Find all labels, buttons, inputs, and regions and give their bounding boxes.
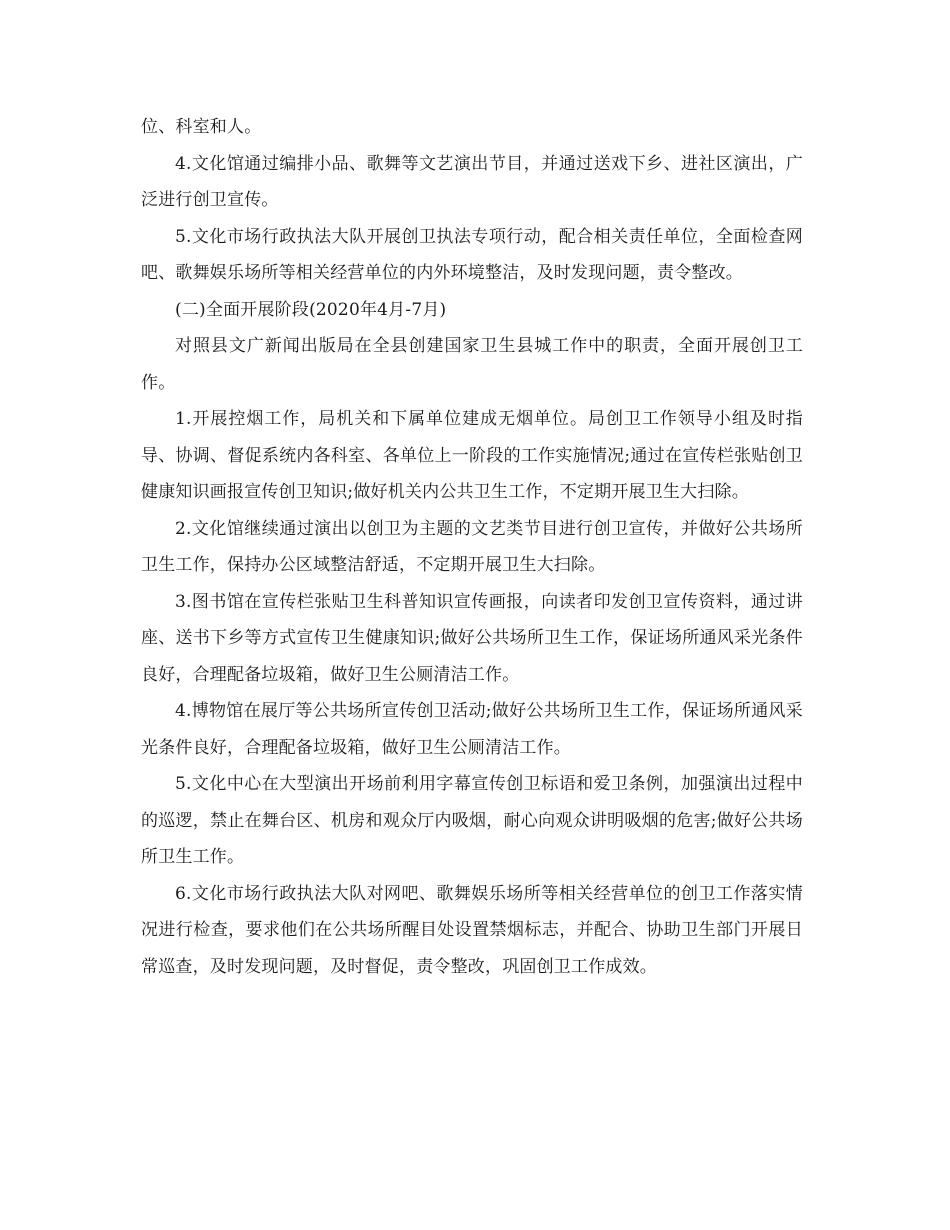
paragraph-item-5-culture-center: 5.文化中心在大型演出开场前利用字幕宣传创卫标语和爱卫条例，加强演出过程中的巡逻，禁止在舞台区、机房和观众厅内吸烟，耐心向观众讲明吸烟的危害;做好公共场所卫生工作。 <box>141 774 803 867</box>
paragraph-item-4-museum: 4.博物馆在展厅等公共场所宣传创卫活动;做好公共场所卫生工作，保证场所通风采光条件良好，合理配备垃圾箱，做好卫生公厕清洁工作。 <box>141 701 803 758</box>
document-body <box>141 109 803 985</box>
paragraph-item-1-tobacco-control: 1.开展控烟工作，局机关和下属单位建成无烟单位。局创卫工作领导小组及时指导、协调、督促系统内各科室、各单位上一阶段的工作实施情况;通过在宣传栏张贴创卫健康知识画报宣传创卫知识;做好机关内公共卫生工作，不定期开展卫生大扫除。 <box>141 409 803 502</box>
section-heading-phase-two: (二)全面开展阶段(2020年4月-7月) <box>175 299 447 320</box>
paragraph-item-3-library: 3.图书馆在宣传栏张贴卫生科普知识宣传画报，向读者印发创卫宣传资料，通过讲座、送书下乡等方式宣传卫生健康知识;做好公共场所卫生工作，保证场所通风采光条件良好，合理配备垃圾箱，做好卫生公厕清洁工作。 <box>141 591 803 685</box>
paragraph-item-4-culture-hall: 4.文化馆通过编排小品、歌舞等文艺演出节目，并通过送戏下乡、进社区演出，广泛进行创卫宣传。 <box>141 153 803 210</box>
paragraph-item-2-culture-hall: 2.文化馆继续通过演出以创卫为主题的文艺类节目进行创卫宣传，并做好公共场所卫生工作，保持办公区域整洁舒适，不定期开展卫生大扫除。 <box>141 518 803 575</box>
paragraph-phase-two-intro: 对照县文广新闻出版局在全县创建国家卫生县城工作中的职责，全面开展创卫工作。 <box>141 336 803 393</box>
paragraph-continuation: 位、科室和人。 <box>141 117 262 137</box>
paragraph-item-5-law-enforcement: 5.文化市场行政执法大队开展创卫执法专项行动，配合相关责任单位，全面检查网吧、歌舞娱乐场所等相关经营单位的内外环境整洁，及时发现问题，责令整改。 <box>141 226 803 283</box>
paragraph-item-6-law-enforcement: 6.文化市场行政执法大队对网吧、歌舞娱乐场所等相关经营单位的创卫工作落实情况进行检查，要求他们在公共场所醒目处设置禁烟标志，并配合、协助卫生部门开展日常巡查，及时发现问题，及时督促，责令整改，巩固创卫工作成效。 <box>141 883 803 977</box>
